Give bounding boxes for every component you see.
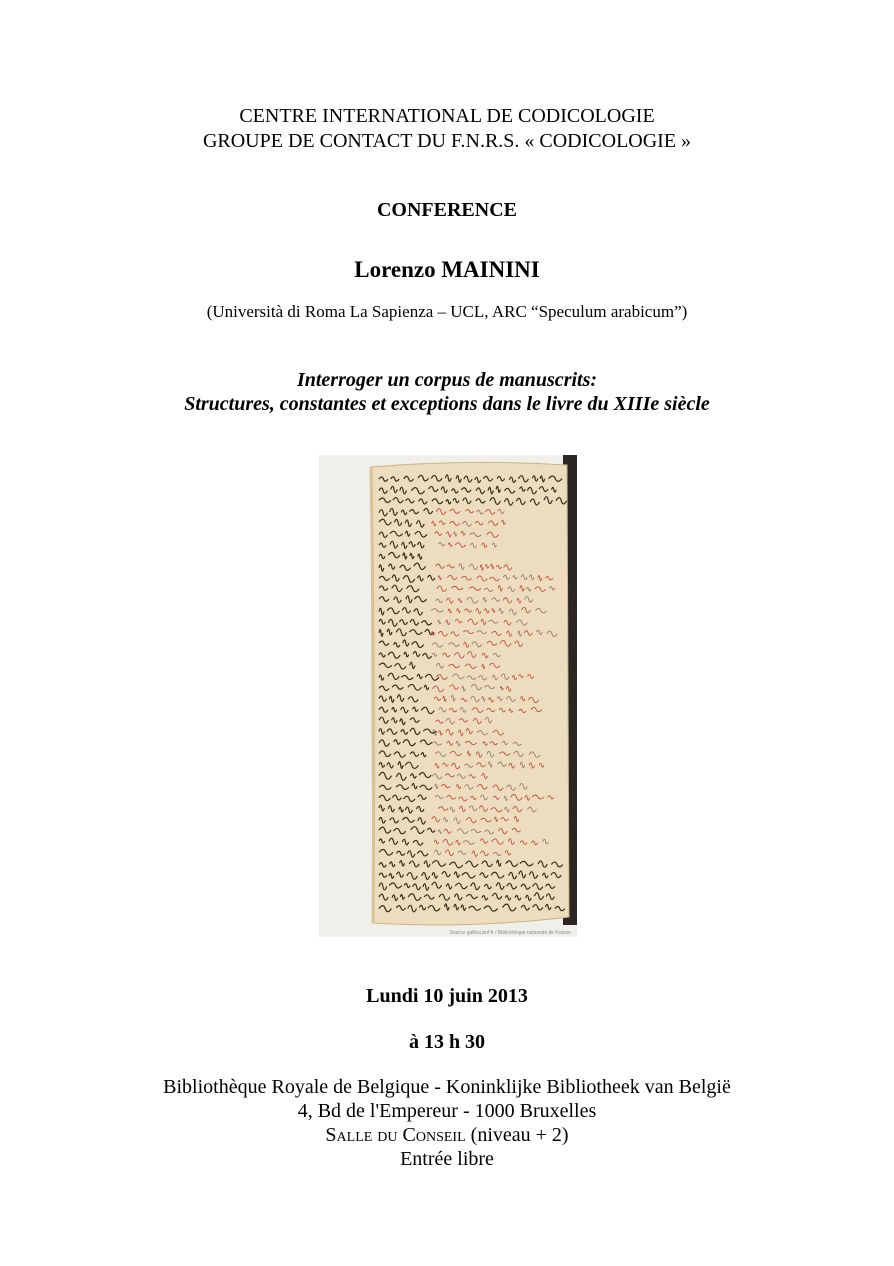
image-credit: Source gallica.bnf.fr / Bibliothèque nationale de France — [449, 930, 571, 936]
speaker-affiliation: (Università di Roma La Sapienza – UCL, ARC “Speculum arabicum”) — [206, 302, 688, 321]
manuscript-page-drawing — [319, 455, 577, 937]
venue-room-line — [0, 1123, 894, 1147]
talk-title-line-2: Structures, constantes et exceptions dans le livre du XIIIe siècle — [184, 393, 710, 415]
organizer-line-1: CENTRE INTERNATIONAL DE CODICOLOGIE — [239, 105, 655, 127]
talk-title-line-1: Interroger un corpus de manuscrits: — [296, 369, 598, 391]
event-date: Lundi 10 juin 2013 — [366, 985, 528, 1007]
organizer-header — [0, 104, 894, 154]
venue-institution: Bibliothèque Royale de Belgique - Koninklijke Bibliotheek van België — [163, 1076, 731, 1098]
organizer-line-2: GROUPE DE CONTACT DU F.N.R.S. « CODICOLOGIE » — [202, 130, 692, 152]
talk-title — [0, 368, 894, 416]
parchment-page — [371, 462, 569, 925]
venue-block — [0, 1075, 894, 1171]
venue-level: (niveau + 2) — [465, 1124, 569, 1146]
event-time: à 13 h 30 — [408, 1031, 486, 1053]
event-type: CONFERENCE — [376, 199, 517, 221]
venue-room: Salle du Conseil — [325, 1124, 466, 1146]
venue-address: 4, Bd de l'Empereur - 1000 Bruxelles — [297, 1100, 597, 1122]
venue-admission: Entrée libre — [400, 1148, 494, 1170]
speaker-name: Lorenzo MAININI — [354, 257, 540, 282]
manuscript-image — [319, 455, 577, 937]
page-left-edge — [371, 467, 374, 923]
